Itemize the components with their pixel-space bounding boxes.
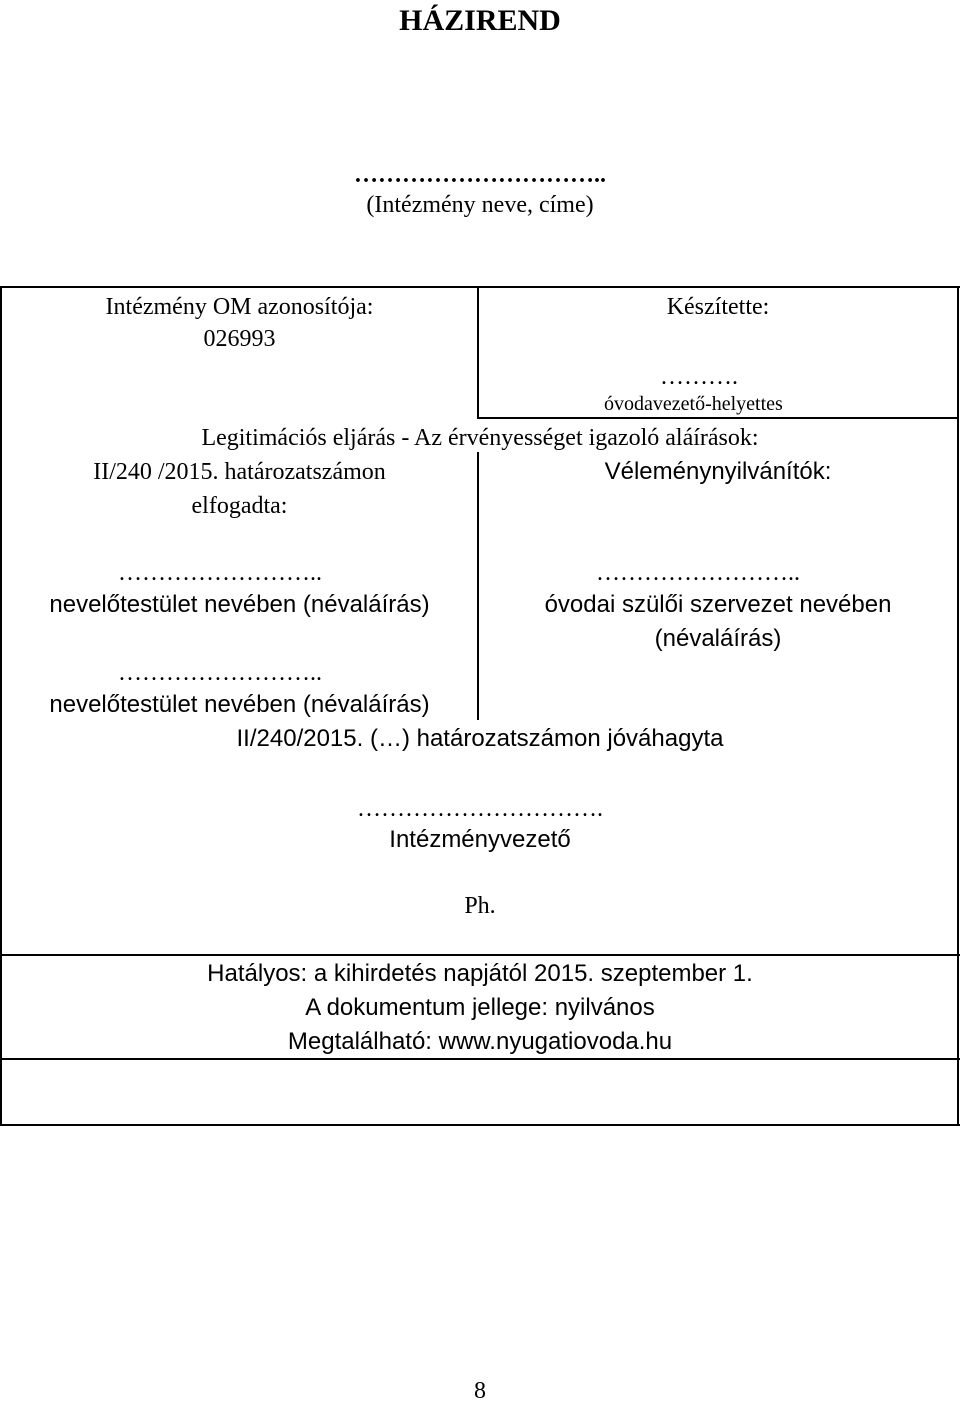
table-divider-h3 [0,1058,960,1060]
signature-2-dots: …………………….. [596,560,800,586]
signature-3-dots: …………………….. [118,660,322,686]
om-value: 026993 [203,326,276,352]
om-label: Intézmény OM azonosítója: [105,294,374,320]
stamp-placeholder: Ph. [464,893,496,919]
validity-effective: Hatályos: a kihirdetés napjától 2015. szeptember 1. [207,960,753,987]
table-divider-v2 [477,452,479,720]
approval-text: II/240/2015. (…) határozatszámon jóváhagyta [236,725,724,752]
prepared-role: óvodavezető-helyettes [604,393,783,415]
approval-role: Intézményvezető [389,826,571,853]
signature-1-label: nevelőtestület nevében (névaláírás) [49,591,430,618]
opinion-label: Véleménynyilvánítók: [604,458,832,485]
table-divider-h2 [0,954,960,956]
legitimation-heading: Legitimációs eljárás - Az érvényességet igazoló aláírások: [201,425,759,451]
validity-location: Megtalálható: www.nyugatiovoda.hu [287,1028,673,1055]
table-divider-h1 [477,417,958,419]
institution-caption: (Intézmény neve, címe) [366,192,594,218]
signature-2-label-1: óvodai szülői szervezet nevében [544,591,892,618]
validity-nature: A dokumentum jellege: nyilvános [305,994,655,1021]
approval-dots: …………………………. [357,796,603,822]
table-border-top [0,286,960,288]
prepared-dots: ………. [660,364,738,390]
signature-2-label-2: (névaláírás) [654,625,782,652]
prepared-label: Készítette: [666,294,770,320]
table-border-bottom [0,1124,960,1126]
document-title: HÁZIREND [399,4,561,37]
institution-name-placeholder: ………………………….. [354,162,606,188]
signature-1-dots: …………………….. [118,560,322,586]
signature-3-label: nevelőtestület nevében (névaláírás) [49,691,430,718]
page-number: 8 [474,1378,486,1404]
resolution-line-2: elfogadta: [191,493,288,519]
resolution-line-1: II/240 /2015. határozatszámon [93,459,386,485]
